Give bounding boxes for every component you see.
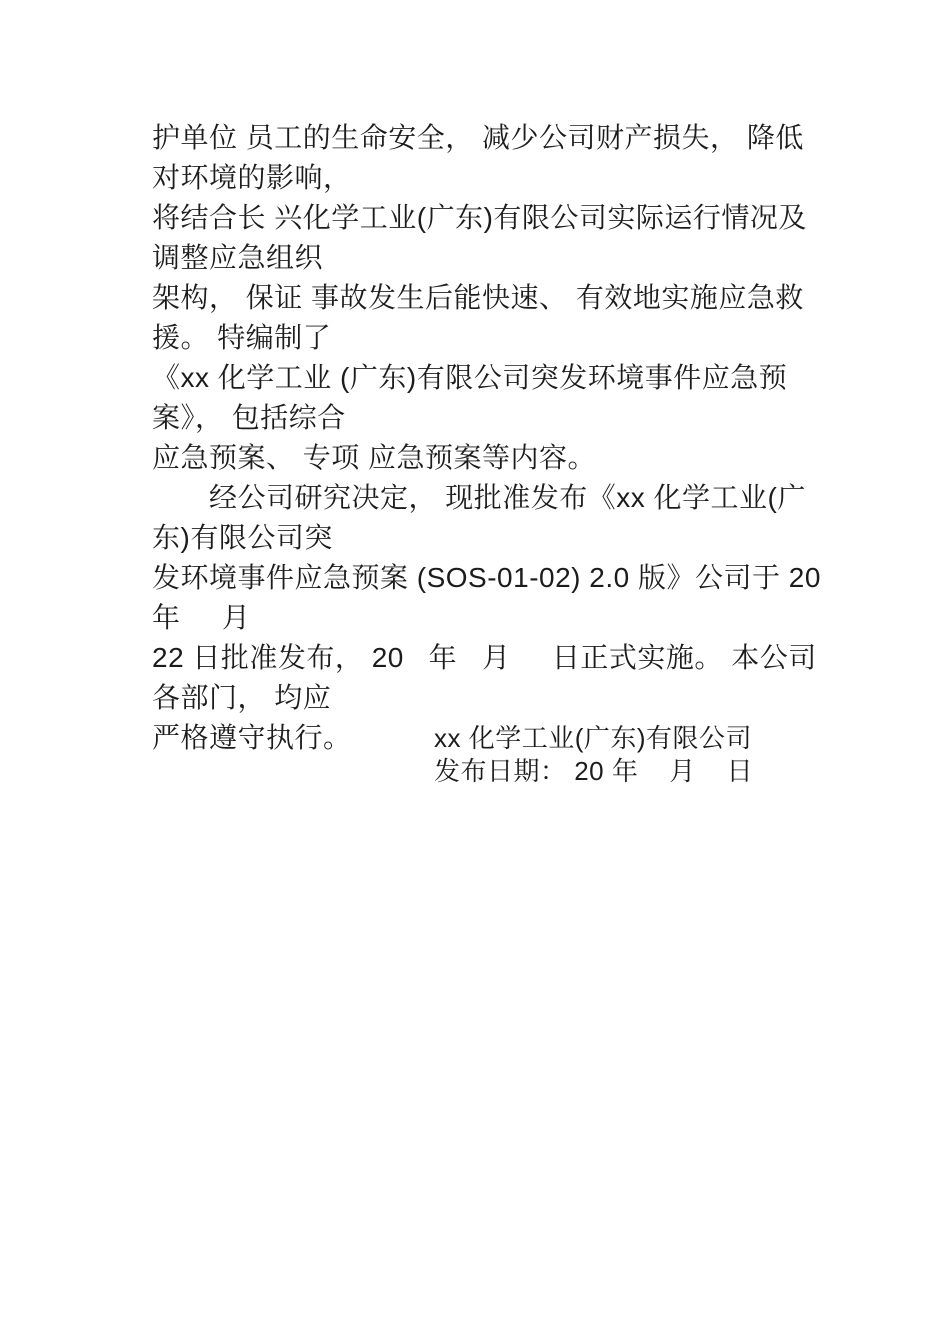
signature-date: 发布日期： 20 年 月 日 [434,756,754,786]
body-paragraphs [152,118,846,758]
paragraph-line: 将结合长 兴化学工业(广东)有限公司实际运行情况及调整应急组织 [152,202,807,273]
signature-block [434,722,753,788]
paragraph-line: 护单位 员工的生命安全， 减少公司财产损失， 降低对环境的影响， [152,122,804,193]
paragraph-line: 严格遵守执行。 [152,722,352,753]
signature-company: xx 化学工业(广东)有限公司 [434,723,753,753]
paragraph-line: 发环境事件应急预案 (SOS-01-02) 2.0 版》公司于 20 年 月 [152,562,846,633]
paragraph-line: 22 日批准发布， 20 年 月 日正式实施。 本公司各部门， 均应 [152,642,817,713]
paragraph-line: 经公司研究决定， 现批准发布《xx 化学工业(广东)有限公司突 [152,482,806,553]
paragraph-line: 架构， 保证 事故发生后能快速、 有效地实施应急救援。 特编制了 [152,282,804,353]
paragraph-line: 应急预案、 专项 应急预案等内容。 [152,442,597,473]
paragraph-line: 《xx 化学工业 (广东)有限公司突发环境事件应急预案》， 包括综合 [152,362,788,433]
